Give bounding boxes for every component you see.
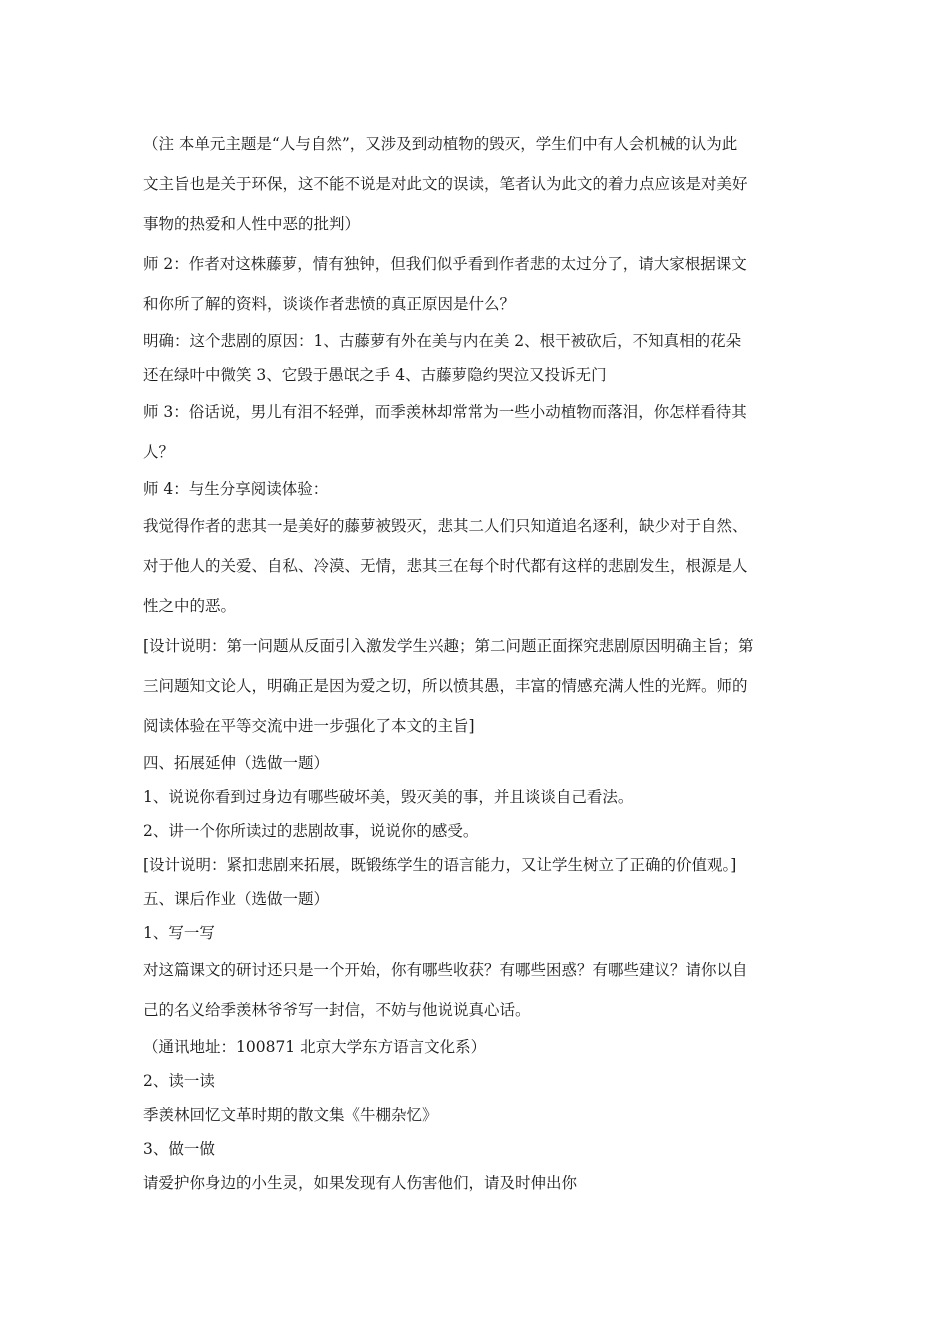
text-line: 2、读一读 bbox=[143, 1072, 215, 1090]
text-line: （通讯地址：100871 北京大学东方语言文化系） bbox=[143, 1038, 487, 1056]
text-line: 对这篇课文的研讨还只是一个开始，你有哪些收获？有哪些困惑？有哪些建议？请你以自 bbox=[143, 961, 748, 979]
paragraph bbox=[143, 392, 813, 472]
text-line: [设计说明：第一问题从反面引入激发学生兴趣；第二问题正面探究悲剧原因明确主旨；第 bbox=[143, 637, 754, 655]
document-body bbox=[143, 124, 813, 1200]
text-line: 己的名义给季羡林爷爷写一封信，不妨与他说说真心话。 bbox=[143, 1001, 531, 1019]
text-line: 文主旨也是关于环保，这不能不说是对此文的误读，笔者认为此文的着力点应该是对美好 bbox=[143, 175, 748, 193]
text-line: 四、拓展延伸（选做一题） bbox=[143, 754, 330, 772]
text-line: 师 4：与生分享阅读体验： bbox=[143, 480, 329, 498]
text-line: 1、写一写 bbox=[143, 924, 215, 942]
text-line: 事物的热爱和人性中恶的批判） bbox=[143, 215, 361, 233]
text-line: 对于他人的关爱、自私、冷漠、无情，悲其三在每个时代都有这样的悲剧发生，根源是人 bbox=[143, 557, 748, 575]
text-line: 请爱护你身边的小生灵，如果发现有人伤害他们，请及时伸出你 bbox=[143, 1174, 578, 1192]
paragraph bbox=[143, 124, 813, 244]
paragraph bbox=[143, 324, 813, 392]
text-line: 季羡林回忆文革时期的散文集《牛棚杂忆》 bbox=[143, 1106, 438, 1124]
text-line: 人？ bbox=[143, 443, 175, 461]
paragraph bbox=[143, 626, 813, 746]
paragraph bbox=[143, 746, 813, 950]
text-line: 阅读体验在平等交流中进一步强化了本文的主旨] bbox=[143, 717, 475, 735]
text-line: 明确：这个悲剧的原因：1、古藤萝有外在美与内在美 2、根干被砍后，不知真相的花朵 bbox=[143, 332, 742, 350]
paragraph bbox=[143, 244, 813, 324]
paragraph bbox=[143, 1030, 813, 1200]
text-line: 和你所了解的资料，谈谈作者悲愤的真正原因是什么？ bbox=[143, 295, 516, 313]
text-line: 2、讲一个你所读过的悲剧故事，说说你的感受。 bbox=[143, 822, 479, 840]
text-line: 性之中的恶。 bbox=[143, 597, 237, 615]
text-line: 我觉得作者的悲其一是美好的藤萝被毁灭，悲其二人们只知道追名逐利，缺少对于自然、 bbox=[143, 517, 748, 535]
paragraph bbox=[143, 950, 813, 1030]
text-line: [设计说明：紧扣悲剧来拓展，既锻练学生的语言能力，又让学生树立了正确的价值观。] bbox=[143, 856, 737, 874]
text-line: 1、说说你看到过身边有哪些破坏美，毁灭美的事，并且谈谈自己看法。 bbox=[143, 788, 634, 806]
text-line: （注 本单元主题是“人与自然”，又涉及到动植物的毁灭，学生们中有人会机械的认为此 bbox=[143, 135, 738, 153]
text-line: 五、课后作业（选做一题） bbox=[143, 890, 330, 908]
text-line: 师 2：作者对这株藤萝，情有独钟，但我们似乎看到作者悲的太过分了，请大家根据课文 bbox=[143, 255, 747, 273]
text-line: 3、做一做 bbox=[143, 1140, 215, 1158]
paragraph bbox=[143, 472, 813, 506]
paragraph bbox=[143, 506, 813, 626]
text-line: 师 3：俗话说，男儿有泪不轻弹，而季羡林却常常为一些小动植物而落泪，你怎样看待其 bbox=[143, 403, 747, 421]
text-line: 还在绿叶中微笑 3、它毁于愚氓之手 4、古藤萝隐约哭泣又投诉无门 bbox=[143, 366, 607, 384]
text-line: 三问题知文论人，明确正是因为爱之切，所以愤其愚，丰富的情感充满人性的光辉。师的 bbox=[143, 677, 748, 695]
